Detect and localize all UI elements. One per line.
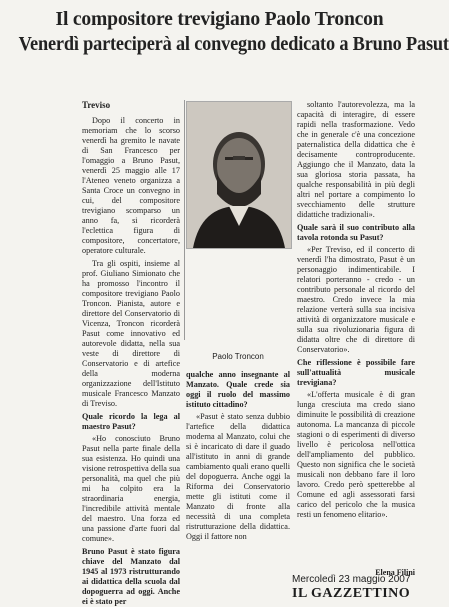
paragraph: Tra gli ospiti, insieme al prof. Giuliano Simionato che ha promosso l'incontro il compositore trevigiano Paolo Troncon. Pianista, autore e direttore del Conservatorio di Vicenza, Troncon ricorderà Pasut come innovativo ed autorevole didatta, nella sua veste di direttore di Conservatorio e di artefice della moderna organizzazione dell'Istituto musicale Francesco Manzato di Treviso. xyxy=(82,259,180,408)
paragraph: soltanto l'autorevolezza, ma la capacità di interagire, di essere rapidi nella trasformazione. Vedo che in generale c'è una concezione paternalistica della didattica che è decisamente controproducente. Aggiungo che il Manzato, data la sua gloriosa storia passata, ha qualche responsabilità in più degli altri nel portare a compimento lo svecchiamento delle strutture didattiche tradizionali». xyxy=(297,100,415,219)
column-divider xyxy=(184,100,185,340)
photo-caption: Paolo Troncon xyxy=(212,352,264,361)
paragraph: «Per Treviso, ed il concerto di venerdì l'ha dimostrato, Pasut è un personaggio indimenticabile. I relatori porteranno - credo - un contributo personale al ricordo del maestro. Credo invece la mia relazione verterà sulla sua incisiva attività di organizzatore musicale e sulla sua rivoluzionaria figura di didatta oltre che di direttore di Conservatorio». xyxy=(297,245,415,354)
paragraph: «Pasut è stato senza dubbio l'artefice della didattica moderna al Manzato, colui che si è incaricato di dare il guado all'istituto in anni di grande cambiamento quali erano quelli del dopoguerra. Anche oggi la Riforma dei Conservatorio mette gli istituti come il Manzato di fronte alla necessità di una completa ristrutturazione della didattica. Oggi il fattore non xyxy=(186,412,290,541)
portrait-illustration xyxy=(187,102,291,248)
publication-date: Mercoledì 23 maggio 2007 xyxy=(292,574,411,585)
portrait-photo xyxy=(186,101,292,249)
question: Che riflessione è possibile fare sull'attualità musicale trevigiana? xyxy=(297,358,415,387)
byline: Elena Filini xyxy=(375,568,415,577)
paragraph: Dopo il concerto in memoriam che lo scorso venerdì ha gremito le navate di San Francesco per l'omaggio a Bruno Pasut, venerdì 25 maggio alle 17 l'Ateneo veneto organizza a Santa Croce un convegno in cui, del compositore trevigiano scomparso un anno fa, si ricorderà l'eclettica figura di compositore, concertatore, operatore culturale. xyxy=(82,116,180,255)
paragraph: «L'offerta musicale è di gran lunga cresciuta ma credo siano diminuite le possibilità di creazione autonoma. La mancanza di piccole stagioni o di esperimenti di diverso livello è pericolosa nell'ottica dell'ampliamento del pubblico. Questo non significa che le società musicali non debbano fare il loro lavoro. Credo però spetterebbe al Comune ed agli assessorati farsi carico del pericolo che la musica resti un fenomeno elitario». xyxy=(297,390,415,519)
section-label: Treviso xyxy=(82,100,111,110)
question: Quale sarà il suo contributo alla tavola rotonda su Pasut? xyxy=(297,223,415,242)
question: Bruno Pasut è stato figura chiave del Manzato dal 1945 al 1973 ristrutturando ai didattica della scuola dal dopoguerra ad oggi. Anche ei è stato per xyxy=(82,547,180,606)
paragraph: «Ho conosciuto Bruno Pasut nella parte finale della sua esistenza. Ho quindi una visione retrospettiva della sua personalità, ma quel che più mi ha colpito era la straordinaria energia, l'incredibile attività mentale del maestro. Una forza ed una passione d'arte fuori dal comune». xyxy=(82,434,180,543)
article-column-3 xyxy=(297,100,415,570)
article-column-2 xyxy=(186,368,290,544)
headline-line-1: Il compositore trevigiano Paolo Troncon xyxy=(55,8,384,30)
question: Quale ricordo la lega al maestro Pasut? xyxy=(82,412,180,431)
newspaper-name: IL GAZZETTINO xyxy=(292,586,411,601)
headline-line-2: Venerdì parteciperà al convegno dedicato a Bruno Pasut xyxy=(18,33,449,55)
question: qualche anno insegnante al Manzato. Quale crede sia oggi il ruolo del massimo istituto cittadino? xyxy=(186,370,290,409)
article-column-1 xyxy=(82,100,180,606)
